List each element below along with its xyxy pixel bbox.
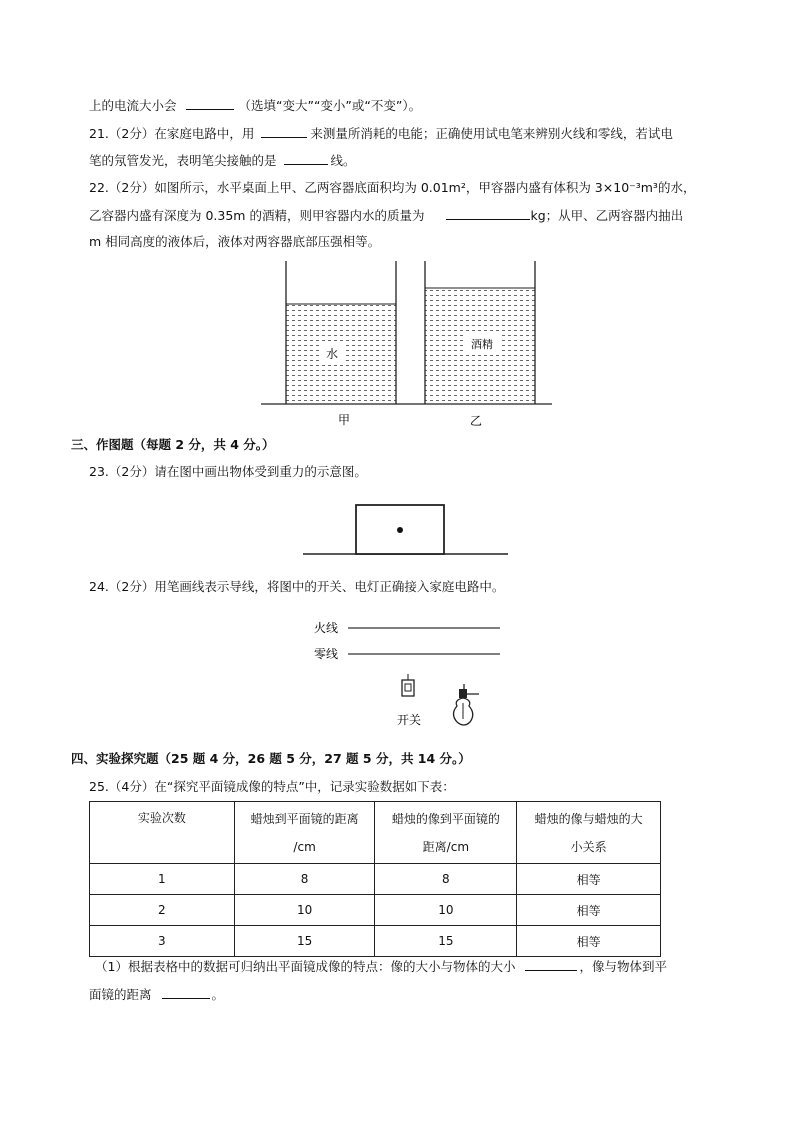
table-cell: 15 — [234, 926, 375, 957]
answer-blank[interactable] — [525, 957, 577, 971]
q21-line2: 笔的氖管发光，表明笔尖接触的是 线。 — [89, 153, 356, 168]
light-bulb-icon — [454, 684, 480, 725]
table-cell: 相等 — [517, 926, 661, 957]
table-row — [90, 864, 661, 895]
section-3-title: 三、作图题（每题 2 分，共 4 分。） — [71, 437, 275, 452]
question-number: 24.（2分） — [89, 579, 155, 594]
q25-sub1-line1: （1）根据表格中的数据可归纳出平面镜成像的特点：像的大小与物体的大小 ，像与物体到平 — [95, 959, 667, 974]
q22-line2: 乙容器内盛有深度为 0.35m 的酒精，则甲容器内水的质量为 kg；从甲、乙两容器内抽出 — [89, 208, 684, 223]
q22-line1: 22.（2分）如图所示，水平桌面上甲、乙两容器底面积均为 0.01m²，甲容器内盛有体积为 3×10⁻³m³的水， — [89, 180, 696, 195]
table-cell: 3 — [90, 926, 235, 957]
circuit-figure — [306, 613, 506, 735]
table-cell: 8 — [375, 864, 517, 895]
table-cell: 15 — [375, 926, 517, 957]
switch-label: 开关 — [396, 713, 422, 727]
header-cell: 蜡烛的像与蜡烛的大 小关系 — [517, 802, 661, 864]
table-cell: 8 — [234, 864, 375, 895]
q25-line: 25.（4分）在“探究平面镜成像的特点”中，记录实验数据如下表： — [89, 779, 455, 794]
table-row — [90, 895, 661, 926]
center-of-gravity-dot — [397, 527, 403, 533]
live-wire-label: 火线 — [314, 621, 339, 635]
table-cell: 10 — [234, 895, 375, 926]
answer-blank[interactable] — [261, 124, 307, 138]
question-number: 22.（2分） — [89, 180, 155, 195]
q23-line: 23.（2分）请在图中画出物体受到重力的示意图。 — [89, 464, 367, 479]
container-jia-label: 甲 — [337, 413, 351, 427]
table-cell: 10 — [375, 895, 517, 926]
section-4-title: 四、实验探究题（25 题 4 分，26 题 5 分，27 题 5 分，共 14 分。） — [71, 751, 471, 766]
table-row — [90, 926, 661, 957]
table-cell: 1 — [90, 864, 235, 895]
answer-blank[interactable] — [446, 206, 530, 220]
q24-line: 24.（2分）用笔画线表示导线，将图中的开关、电灯正确接入家庭电路中。 — [89, 579, 505, 594]
question-number: 21.（2分） — [89, 126, 155, 141]
water-label: 水 — [325, 347, 339, 361]
q21-line1: 21.（2分）在家庭电路中，用 来测量所消耗的电能；正确使用试电笔来辨别火线和零线，若试电 — [89, 126, 673, 141]
container-yi-label: 乙 — [469, 414, 483, 428]
table-header-row — [90, 802, 661, 864]
table-cell: 相等 — [517, 864, 661, 895]
table-cell: 2 — [90, 895, 235, 926]
answer-blank[interactable] — [284, 151, 328, 165]
containers-figure — [255, 258, 555, 430]
neutral-wire-label: 零线 — [314, 647, 339, 661]
question-number: 23.（2分） — [89, 464, 155, 479]
question-number: 25.（4分） — [89, 779, 155, 794]
q22-line3: m 相同高度的液体后，液体对两容器底部压强相等。 — [89, 234, 381, 249]
block-figure — [300, 498, 512, 558]
q25-sub1-line2: 面镜的距离 。 — [89, 987, 225, 1002]
answer-blank[interactable] — [186, 96, 234, 110]
table-cell: 相等 — [517, 895, 661, 926]
experiment-data-table — [89, 801, 661, 957]
header-cell: 实验次数 — [90, 802, 235, 864]
answer-blank[interactable] — [162, 985, 210, 999]
switch-icon — [402, 674, 414, 696]
alcohol-label: 酒精 — [471, 338, 493, 351]
header-cell: 蜡烛的像到平面镜的 距离/cm — [375, 802, 517, 864]
header-cell: 蜡烛到平面镜的距离 /cm — [234, 802, 375, 864]
q20-continuation: 上的电流大小会 （选填“变大”“变小”或“不变”）。 — [89, 98, 422, 113]
